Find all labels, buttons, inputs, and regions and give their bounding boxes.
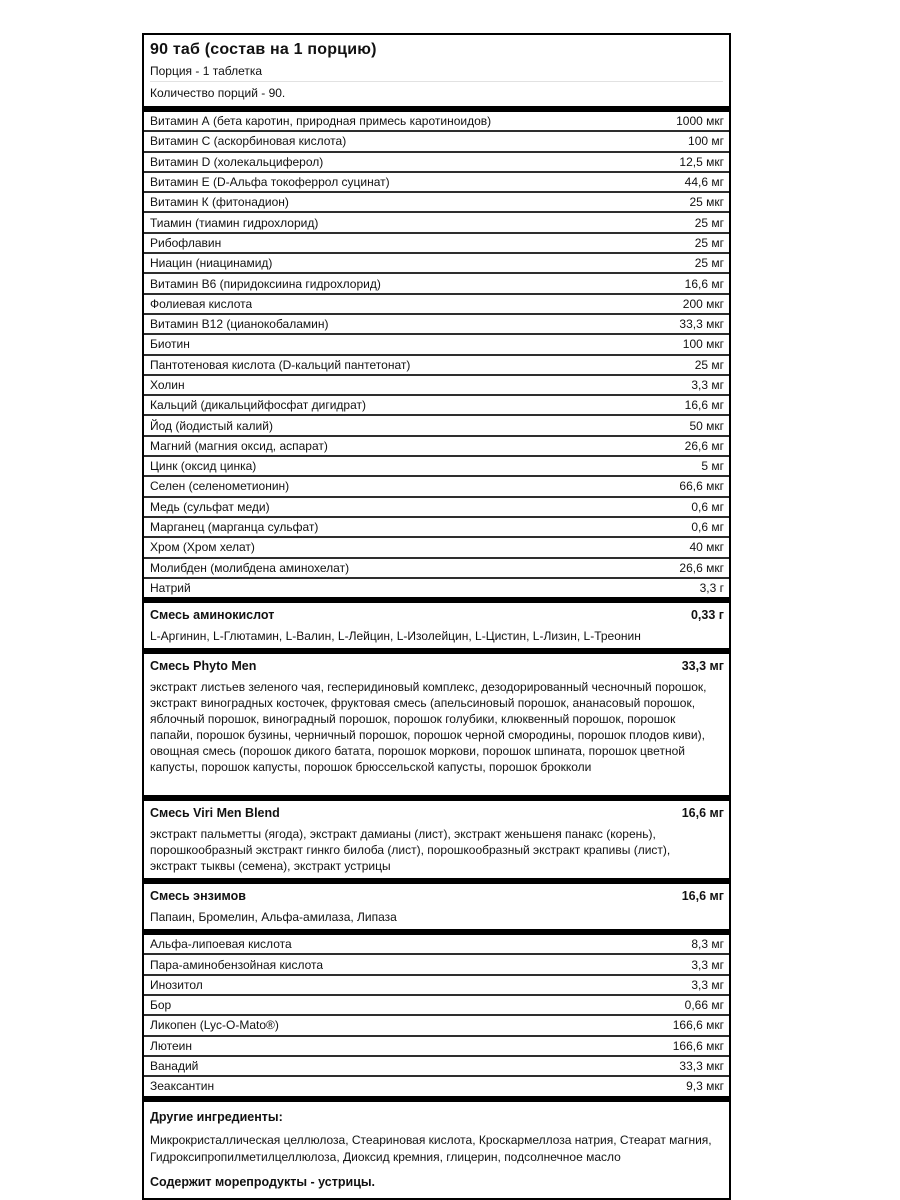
nutrient-row	[144, 274, 729, 294]
nutrient-amount: 25 мг	[694, 357, 724, 372]
nutrient-row	[144, 437, 729, 457]
nutrient-name: Холин	[150, 378, 185, 392]
nutrient-row	[144, 518, 729, 538]
blend-section	[144, 597, 729, 648]
nutrient-name: Бор	[150, 998, 172, 1013]
blend-amount: 33,3 мг	[681, 659, 724, 674]
nutrient-name: Тиамин (тиамин гидрохлорид)	[150, 215, 319, 230]
nutrient-amount: 100 мг	[688, 134, 724, 149]
nutrient-amount: 200 мкг	[682, 296, 724, 311]
blend-header	[150, 805, 724, 822]
blend-ingredients-text: экстракт пальметты (ягода), экстракт дамианы (лист), экстракт женьшеня панакс (корень), порошкообразный экстракт гинкго билоба (лист), порошкообразный экстракт крапивы (лист), экстракт тыквы (семена), экстракт устрицы	[150, 827, 671, 874]
blend-ingredients-text: L-Аргинин, L-Глютамин, L-Валин, L-Лейцин, L-Изолейцин, L-Цистин, L-Лизин, L-Треонин	[150, 629, 641, 644]
label-title: 90 таб (состав на 1 порцию)	[150, 41, 377, 58]
nutrient-name: Кальций (дикальцийфосфат дигидрат)	[150, 398, 366, 413]
nutrient-row	[144, 112, 729, 132]
nutrient-name: Ликопен (Lyc-O-Mato®)	[150, 1018, 279, 1033]
nutrient-row	[144, 213, 729, 233]
nutrient-row	[144, 335, 729, 355]
blend-header	[150, 658, 724, 675]
blend-section	[144, 795, 729, 878]
nutrient-row	[144, 498, 729, 518]
nutrient-amount: 26,6 мг	[684, 438, 724, 453]
nutrient-name: Цинк (оксид цинка)	[150, 459, 257, 474]
other-ingredients-section	[144, 1102, 729, 1198]
nutrient-row	[144, 356, 729, 376]
nutrient-row	[144, 559, 729, 579]
nutrient-row	[144, 153, 729, 173]
nutrient-name: Натрий	[150, 580, 191, 595]
nutrient-name: Витамин B6 (пиридоксиина гидрохлорид)	[150, 276, 381, 291]
nutrient-name: Медь (сульфат меди)	[150, 499, 270, 514]
label-header	[144, 35, 729, 106]
nutrient-amount: 5 мг	[701, 459, 724, 474]
nutrient-name: Витамин B12 (цианокобаламин)	[150, 317, 329, 332]
nutrient-name: Молибден (молибдена аминохелат)	[150, 560, 350, 575]
nutrient-row	[144, 1037, 729, 1057]
nutrient-amount: 25 мг	[694, 215, 724, 230]
nutrient-name: Фолиевая кислота	[150, 296, 253, 311]
nutrient-row	[144, 234, 729, 254]
nutrient-name: Зеаксантин	[150, 1079, 215, 1094]
nutrient-amount: 166,6 мкг	[672, 1038, 724, 1053]
nutrient-amount: 100 мкг	[682, 337, 724, 352]
nutrient-name: Витамин К (фитонадион)	[150, 195, 289, 210]
nutrient-name: Биотин	[150, 337, 190, 352]
blend-ingredients-text: Папаин, Бромелин, Альфа-амилаза, Липаза	[150, 910, 397, 925]
nutrient-amount: 8,3 мг	[691, 937, 724, 952]
blend-ingredients-text: экстракт листьев зеленого чая, гесперидиновый комплекс, дезодорированный чесночный порошок, экстракт виноградных косточек, фруктовая смесь (апельсиновый порошок, ананасовый порошок, яблочный порошок, виноградный порошок, порошок голубики, клюквенный порошок, порошок папайи, порошок бузины, черничный порошок, порошок черной смородины, порошок плодов киви), овощная смесь (порошок дикого батата, порошок моркови, порошок шпината, порошок цветной капусты, порошок капусты, порошок брюссельской капусты, порошок брокколи	[150, 680, 707, 775]
nutrient-amount: 16,6 мг	[684, 398, 724, 413]
other-ingredients-text: Микрокристаллическая целлюлоза, Стеариновая кислота, Кроскармеллоза натрия, Стеарат магния, Гидроксипропилметилцеллюлоза, Диоксид кремния, глицерин, подсолнечное масло	[150, 1132, 712, 1164]
nutrient-row	[144, 295, 729, 315]
nutrient-amount: 25 мг	[694, 256, 724, 271]
nutrient-row	[144, 173, 729, 193]
nutrient-amount: 3,3 мг	[691, 957, 724, 972]
nutrient-name: Пантотеновая кислота (D-кальций пантетонат)	[150, 357, 411, 372]
nutrient-name: Селен (селенометионин)	[150, 479, 290, 494]
nutrient-row	[144, 1016, 729, 1036]
nutrient-amount: 66,6 мкг	[679, 479, 724, 494]
nutrient-table	[144, 112, 729, 597]
nutrient-row	[144, 132, 729, 152]
nutrient-amount: 33,3 мкг	[679, 1059, 724, 1074]
nutrient-row	[144, 416, 729, 436]
nutrient-name: Витамин C (аскорбиновая кислота)	[150, 134, 347, 149]
nutrient-row	[144, 1077, 729, 1095]
blend-sections	[144, 597, 729, 929]
nutrient-amount: 0,66 мг	[684, 998, 724, 1013]
blend-name: Смесь энзимов	[150, 889, 246, 904]
servings-per-container-text: Количество порций - 90.	[150, 86, 286, 100]
nutrient-name: Витамин E (D-Альфа токоферрол суцинат)	[150, 175, 390, 190]
nutrient-row	[144, 376, 729, 396]
nutrient-amount: 3,3 г	[699, 580, 724, 595]
blend-name: Смесь Phyto Men	[150, 659, 257, 674]
nutrient-amount: 1000 мкг	[676, 114, 724, 129]
blend-amount: 16,6 мг	[681, 806, 724, 821]
nutrient-amount: 166,6 мкг	[672, 1018, 724, 1033]
nutrient-row	[144, 193, 729, 213]
blend-name: Смесь Viri Men Blend	[150, 806, 280, 821]
nutrient-amount: 12,5 мкг	[679, 154, 724, 169]
blend-name: Смесь аминокислот	[150, 608, 275, 623]
nutrient-row	[144, 1057, 729, 1077]
serving-size-text: Порция - 1 таблетка	[150, 60, 723, 82]
nutrient-amount: 25 мг	[694, 235, 724, 250]
nutrient-name: Витамин А (бета каротин, природная примесь каротиноидов)	[150, 114, 492, 129]
blend-section	[144, 878, 729, 929]
nutrient-amount: 9,3 мкг	[686, 1079, 724, 1094]
nutrient-name: Марганец (марганца сульфат)	[150, 520, 319, 535]
extra-nutrient-table	[144, 935, 729, 1095]
nutrient-row	[144, 996, 729, 1016]
nutrient-row	[144, 955, 729, 975]
nutrient-name: Хром (Хром хелат)	[150, 540, 255, 555]
nutrient-row	[144, 396, 729, 416]
nutrient-amount: 50 мкг	[689, 418, 724, 433]
nutrient-amount: 3,3 мг	[691, 378, 724, 392]
nutrient-amount: 16,6 мг	[684, 276, 724, 291]
nutrient-row	[144, 457, 729, 477]
nutrient-amount: 3,3 мг	[691, 977, 724, 992]
nutrient-name: Инозитол	[150, 977, 203, 992]
nutrient-row	[144, 935, 729, 955]
nutrient-amount: 25 мкг	[689, 195, 724, 210]
nutrient-amount: 0,6 мг	[691, 499, 724, 514]
nutrient-name: Магний (магния оксид, аспарат)	[150, 438, 328, 453]
nutrient-name: Йод (йодистый калий)	[150, 418, 273, 433]
other-ingredients-title: Другие ингредиенты:	[150, 1109, 283, 1124]
nutrient-name: Лютеин	[150, 1038, 192, 1053]
nutrient-row	[144, 538, 729, 558]
blend-amount: 0,33 г	[690, 608, 724, 623]
nutrient-amount: 44,6 мг	[684, 175, 724, 190]
nutrient-amount: 33,3 мкг	[679, 317, 724, 332]
nutrient-name: Пара-аминобензойная кислота	[150, 957, 324, 972]
nutrient-name: Витамин D (холекальциферол)	[150, 154, 324, 169]
allergen-warning-text: Содержит морепродукты - устрицы.	[150, 1174, 376, 1189]
nutrient-row	[144, 315, 729, 335]
blend-header	[150, 607, 724, 624]
nutrient-name: Альфа-липоевая кислота	[150, 937, 292, 952]
nutrient-name: Ниацин (ниацинамид)	[150, 256, 273, 271]
nutrient-amount: 26,6 мкг	[679, 560, 724, 575]
nutrient-name: Ванадий	[150, 1059, 199, 1074]
nutrient-amount: 0,6 мг	[691, 520, 724, 535]
supplement-facts-label	[142, 33, 731, 1200]
nutrient-row	[144, 254, 729, 274]
blend-amount: 16,6 мг	[681, 889, 724, 904]
nutrient-row	[144, 579, 729, 597]
blend-section	[144, 648, 729, 795]
nutrient-name: Рибофлавин	[150, 235, 222, 250]
blend-header	[150, 888, 724, 905]
nutrient-amount: 40 мкг	[689, 540, 724, 555]
nutrient-row	[144, 477, 729, 497]
nutrient-row	[144, 976, 729, 996]
